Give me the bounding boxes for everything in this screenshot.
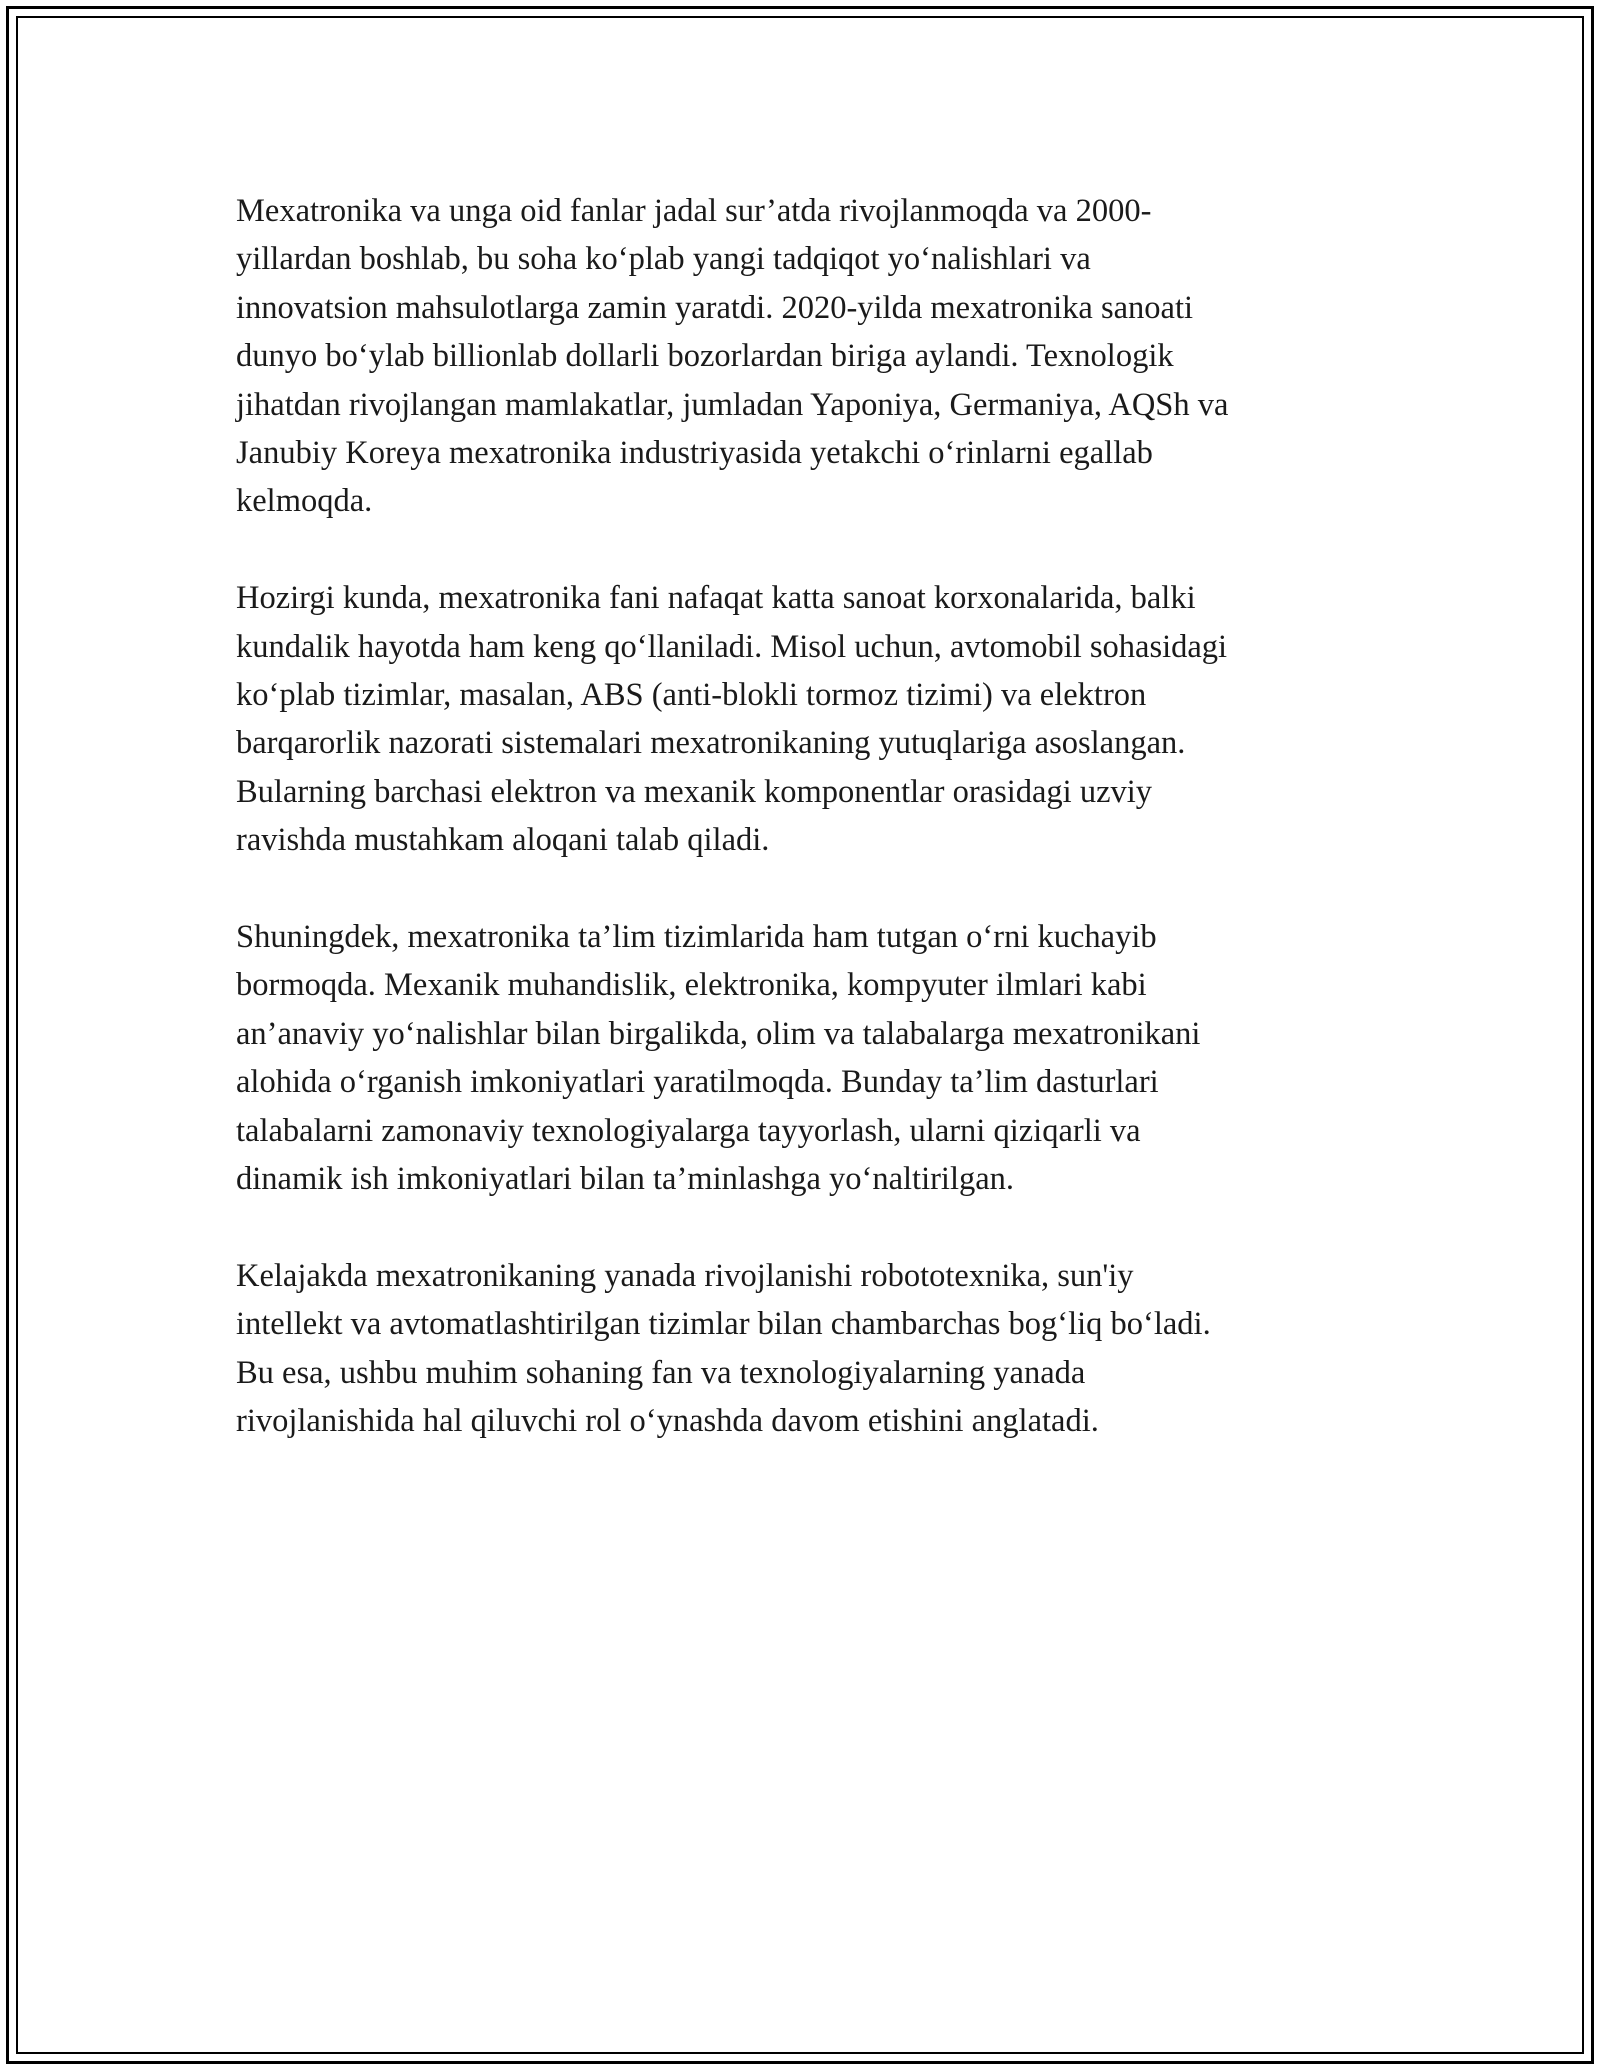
text-line: Kelajakda mexatronikaning yanada rivojlanishi robototexnika, sun'iy bbox=[236, 1257, 1134, 1294]
text-line: ko‘plab tizimlar, masalan, ABS (anti-blokli tormoz tizimi) va elektron bbox=[236, 677, 1147, 714]
text-line: Bu esa, ushbu muhim sohaning fan va texnologiyalarning yanada bbox=[236, 1354, 1086, 1391]
paragraph-2 bbox=[236, 574, 1386, 864]
text-line: talabalarni zamonaviy texnologiyalarga tayyorlash, ularni qiziqarli va bbox=[236, 1112, 1141, 1149]
text-line: innovatsion mahsulotlarga zamin yaratdi. 2020-yilda mexatronika sanoati bbox=[236, 289, 1194, 326]
text-line: ravishda mustahkam aloqani talab qiladi. bbox=[236, 822, 770, 859]
text-line: kelmoqda. bbox=[236, 483, 373, 520]
text-line: an’anaviy yo‘nalishlar bilan birgalikda, olim va talabalarga mexatronikani bbox=[236, 1015, 1201, 1052]
text-line: Janubiy Koreya mexatronika industriyasida yetakchi o‘rinlarni egallab bbox=[236, 435, 1153, 472]
text-line: yillardan boshlab, bu soha ko‘plab yangi tadqiqot yo‘nalishlari va bbox=[236, 241, 1091, 278]
text-line: Hozirgi kunda, mexatronika fani nafaqat katta sanoat korxonalarida, balki bbox=[236, 580, 1196, 617]
text-line: Mexatronika va unga oid fanlar jadal sur’atda rivojlanmoqda va 2000- bbox=[236, 193, 1152, 229]
text-line: bormoqda. Mexanik muhandislik, elektronika, kompyuter ilmlari kabi bbox=[236, 967, 1147, 1004]
text-line: intellekt va avtomatlashtirilgan tizimlar bilan chambarchas bog‘liq bo‘ladi. bbox=[236, 1306, 1211, 1343]
paragraph-1 bbox=[236, 187, 1386, 526]
text-line: kundalik hayotda ham keng qo‘llaniladi. Misol uchun, avtomobil sohasidagi bbox=[236, 628, 1228, 665]
text-line: alohida o‘rganish imkoniyatlari yaratilmoqda. Bunday ta’lim dasturlari bbox=[236, 1064, 1159, 1101]
text-line: dunyo bo‘ylab billionlab dollarli bozorlardan biriga aylandi. Texnologik bbox=[236, 338, 1174, 375]
text-line: Bularning barchasi elektron va mexanik komponentlar orasidagi uzviy bbox=[236, 773, 1153, 810]
text-line: barqarorlik nazorati sistemalari mexatronikaning yutuqlariga asoslangan. bbox=[236, 725, 1186, 762]
paragraph-4 bbox=[236, 1252, 1386, 1446]
text-line: rivojlanishida hal qiluvchi rol o‘ynashda davom etishini anglatadi. bbox=[236, 1403, 1099, 1440]
text-line: jihatdan rivojlangan mamlakatlar, jumladan Yaponiya, Germaniya, AQSh va bbox=[236, 386, 1229, 423]
document-body bbox=[236, 187, 1386, 1494]
text-line: dinamik ish imkoniyatlari bilan ta’minlashga yo‘naltirilgan. bbox=[236, 1161, 1015, 1198]
paragraph-3 bbox=[236, 913, 1386, 1203]
text-line: Shuningdek, mexatronika ta’lim tizimlarida ham tutgan o‘rni kuchayib bbox=[236, 919, 1157, 956]
